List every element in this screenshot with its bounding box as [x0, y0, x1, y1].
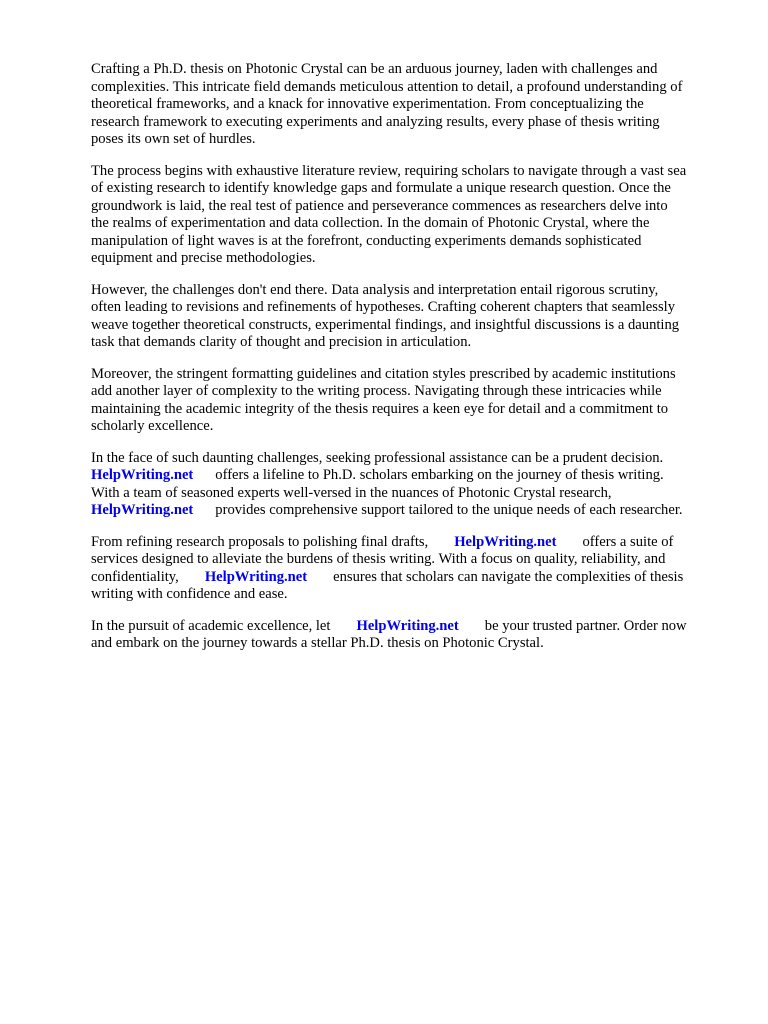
- text-line: maintaining the academic integrity of the thesis requires a keen eye for detail and a commitment to: [91, 400, 669, 417]
- text-fragment: be your trusted partner. Order now: [484, 617, 687, 634]
- text-fragment: provides comprehensive support tailored to the unique needs of each researcher.: [215, 502, 683, 518]
- paragraph-closing: [91, 618, 731, 653]
- text-line: [91, 569, 731, 587]
- text-line: equipment and precise methodologies.: [91, 250, 316, 266]
- text-line: Crafting a Ph.D. thesis on Photonic Crystal can be an arduous journey, laden with challenges and: [91, 61, 658, 77]
- text-line: Moreover, the stringent formatting guidelines and citation styles prescribed by academic institutions: [91, 365, 676, 382]
- text-line: services designed to alleviate the burdens of thesis writing. With a focus on quality, reliability, and: [91, 551, 666, 567]
- text-line: theoretical frameworks, and a knack for innovative experimentation. From conceptualizing the: [91, 96, 644, 112]
- text-line: With a team of seasoned experts well-versed in the nuances of Photonic Crystal research,: [91, 484, 612, 501]
- text-line: In the face of such daunting challenges, seeking professional assistance can be a prudent decision.: [91, 449, 664, 466]
- text-fragment: From refining research proposals to polishing final drafts,: [91, 533, 429, 550]
- text-line: of existing research to identify knowledge gaps and formulate a unique research question. Once the: [91, 180, 671, 196]
- text-fragment: In the pursuit of academic excellence, let: [91, 617, 331, 634]
- text-fragment: offers a lifeline to Ph.D. scholars embarking on the journey of thesis writing.: [215, 467, 664, 483]
- text-line: groundwork is laid, the real test of patience and perseverance commences as researchers delve into: [91, 197, 668, 214]
- document-body: [91, 61, 731, 667]
- helpwriting-link[interactable]: HelpWriting.net: [204, 568, 308, 585]
- text-line: scholarly excellence.: [91, 418, 214, 434]
- text-fragment: offers a suite of: [582, 533, 674, 550]
- text-line: [91, 618, 731, 636]
- paragraph-assistance: [91, 450, 731, 520]
- paragraph-formatting: [91, 366, 731, 436]
- text-fragment: confidentiality,: [91, 568, 179, 585]
- text-line: task that demands clarity of thought and precision in articulation.: [91, 334, 472, 350]
- helpwriting-link[interactable]: HelpWriting.net: [356, 617, 459, 634]
- text-line: writing with confidence and ease.: [91, 586, 288, 602]
- helpwriting-link[interactable]: HelpWriting.net: [454, 533, 557, 550]
- text-line: poses its own set of hurdles.: [91, 131, 256, 147]
- text-fragment: ensures that scholars can navigate the complexities of thesis: [333, 568, 684, 585]
- text-line: [91, 467, 731, 485]
- paragraph-challenges: [91, 282, 731, 352]
- text-line: [91, 502, 731, 520]
- text-line: the realms of experimentation and data collection. In the domain of Photonic Crystal, where the: [91, 215, 650, 231]
- text-line: weave together theoretical constructs, experimental findings, and insightful discussions is a daunting: [91, 316, 680, 333]
- text-line: [91, 534, 731, 552]
- helpwriting-link[interactable]: HelpWriting.net: [91, 502, 194, 518]
- text-line: The process begins with exhaustive literature review, requiring scholars to navigate through a vast sea: [91, 162, 687, 179]
- text-line: often leading to revisions and refinements of hypotheses. Crafting coherent chapters that seamlessly: [91, 299, 675, 315]
- helpwriting-link[interactable]: HelpWriting.net: [91, 467, 194, 483]
- text-line: and embark on the journey towards a stellar Ph.D. thesis on Photonic Crystal.: [91, 635, 544, 651]
- paragraph-services: [91, 534, 731, 604]
- text-line: complexities. This intricate field demands meticulous attention to detail, a profound understanding of: [91, 78, 683, 95]
- text-line: add another layer of complexity to the writing process. Navigating through these intricacies while: [91, 383, 662, 399]
- text-line: manipulation of light waves is at the forefront, conducting experiments demands sophisticated: [91, 232, 642, 249]
- paragraph-process: [91, 163, 731, 268]
- paragraph-intro: [91, 61, 731, 149]
- text-line: However, the challenges don't end there. Data analysis and interpretation entail rigorous scrutiny,: [91, 281, 659, 298]
- text-line: research framework to executing experiments and analyzing results, every phase of thesis writing: [91, 113, 660, 130]
